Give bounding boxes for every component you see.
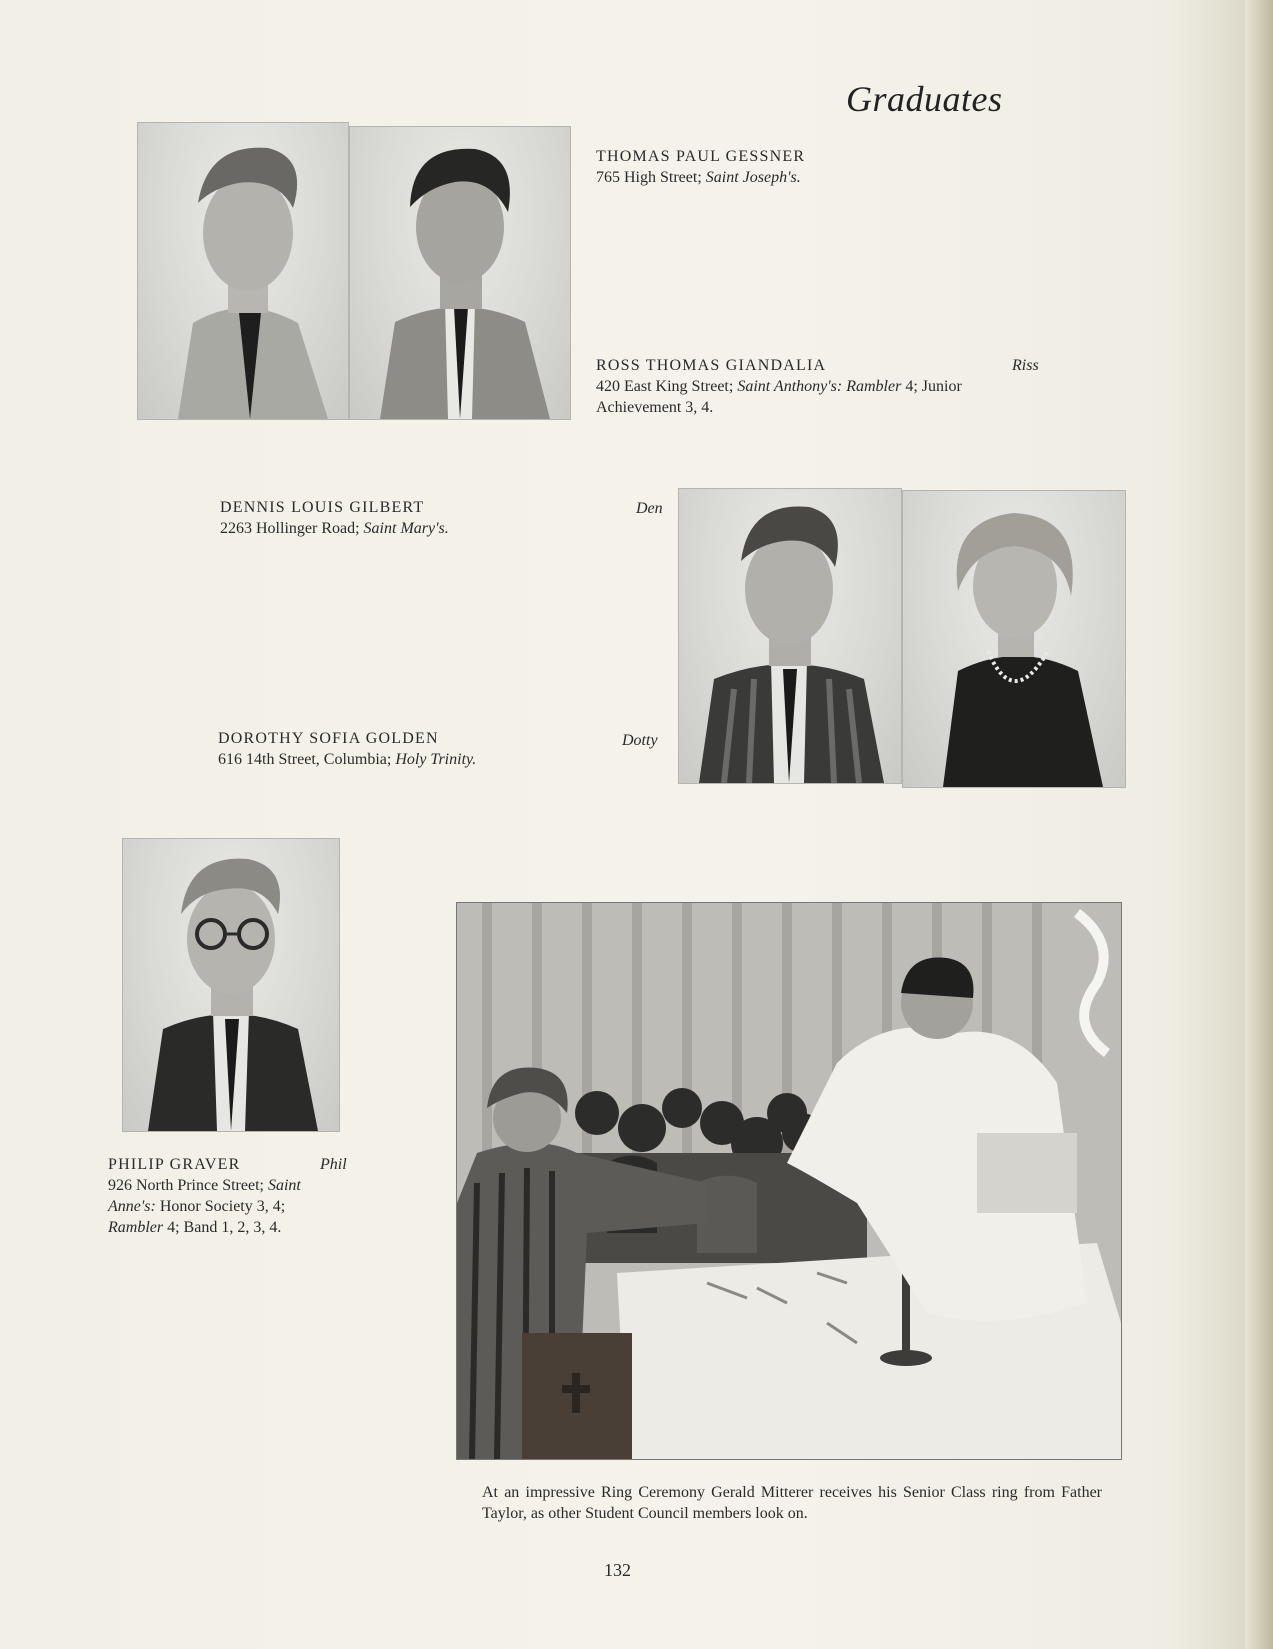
graduate-details [220,518,600,539]
portrait-dorothy-golden [902,490,1126,788]
entry-ross-giandalia [596,355,1040,418]
graduate-name: THOMAS PAUL GESSNER [596,148,806,165]
portrait-philip-graver [122,838,340,1132]
graduate-address: 765 High Street; [596,169,702,186]
entry-thomas-gessner [596,146,1036,188]
portrait-graphic [138,123,348,419]
page-header: Graduates [846,79,1003,119]
graduate-details-continued: Achievement 3, 4. [596,399,714,416]
graduate-activity: Rambler [846,378,902,395]
graduate-name: PHILIP GRAVER [108,1156,241,1173]
portrait-dennis-gilbert [678,488,902,784]
graduate-school-cont: Anne's: [108,1198,156,1215]
graduate-activity: 4; Band 1, 2, 3, 4. [167,1219,282,1236]
graduate-name: DOROTHY SOFIA GOLDEN [218,730,439,747]
graduate-nickname: Dotty [622,732,658,749]
entry-dennis-gilbert [220,497,600,539]
graduate-nickname: Riss [1012,357,1039,374]
portrait-graphic [350,127,570,419]
graduate-details [218,749,618,770]
graduate-details [108,1175,353,1196]
portrait-graphic [123,839,339,1131]
graduate-details-continued [108,1196,353,1217]
graduate-school: Saint Mary's. [363,520,449,537]
graduate-address: 616 14th Street, Columbia; [218,751,392,768]
portrait-thomas-gessner [137,122,349,420]
page-binding-edge [1245,0,1273,1649]
graduate-nickname: Den [636,500,663,517]
photo-caption: At an impressive Ring Ceremony Gerald Mitterer receives his Senior Class ring from Father Taylor, as other Student Council members look on. [482,1484,1102,1522]
graduate-name: ROSS THOMAS GIANDALIA [596,357,827,374]
graduate-activity-years: 4; Junior [905,378,962,395]
graduate-address: 420 East King Street; [596,378,734,395]
graduate-details-continued [108,1217,353,1238]
graduate-activity-name: Rambler [108,1219,164,1236]
portrait-graphic [679,489,901,783]
graduate-school: Saint [267,1177,301,1194]
graduate-name: DENNIS LOUIS GILBERT [220,499,425,516]
graduate-school: Saint Anthony's: [737,378,843,395]
portrait-graphic [903,491,1125,787]
ring-ceremony-photo [456,902,1122,1460]
graduate-address: 926 North Prince Street; [108,1177,264,1194]
graduate-details [596,167,1036,188]
graduate-details [596,376,1040,397]
graduate-activity: Honor Society 3, 4; [159,1198,286,1215]
ceremony-graphic [457,903,1121,1459]
entry-dorothy-golden [218,728,618,770]
entry-philip-graver [108,1154,353,1238]
graduate-school: Saint Joseph's. [705,169,801,186]
page-number: 132 [604,1560,631,1580]
graduate-school: Holy Trinity. [395,751,477,768]
graduate-nickname: Phil [320,1156,347,1173]
graduate-address: 2263 Hollinger Road; [220,520,360,537]
portrait-ross-giandalia [349,126,571,420]
